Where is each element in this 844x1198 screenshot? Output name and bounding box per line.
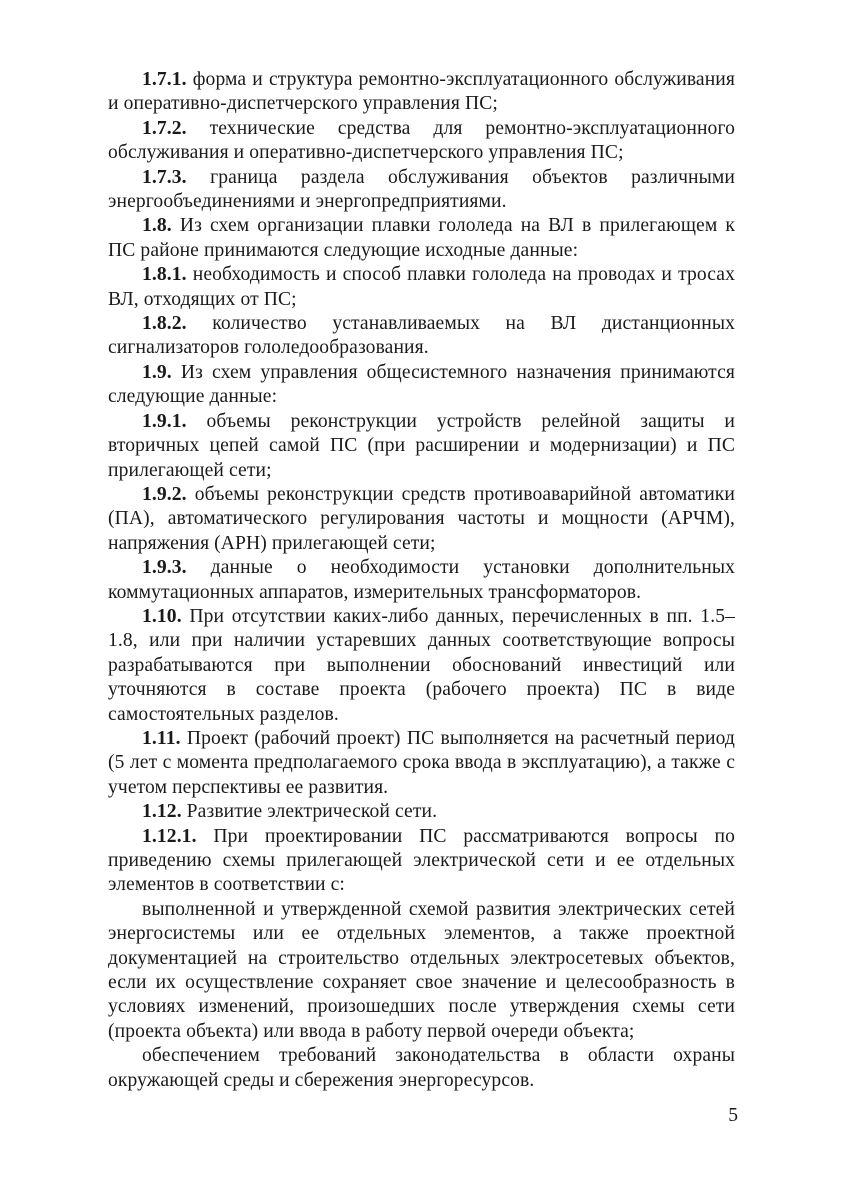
clause-number: 1.10.: [142, 605, 182, 627]
clause-text: Из схем управления общесистемного назначения принимаются следующие данные:: [108, 361, 735, 408]
clause-number: 1.9.3.: [142, 557, 187, 579]
paragraph-1-9-1: [108, 410, 735, 483]
clause-number: 1.7.1.: [142, 69, 187, 90]
clause-number: 1.12.1.: [142, 825, 197, 847]
clause-text: Проект (рабочий проект) ПС выполняется на расчетный период (5 лет с момента предполагаемого срока ввода в эксплуатацию), а также с учетом перспективы ее развития.: [108, 727, 735, 798]
paragraph-1-9-2: [108, 483, 735, 556]
clause-text: обеспечением требований законодательства в области охраны окружающей среды и сбережения энергоресурсов.: [108, 1045, 735, 1091]
clause-number: 1.9.1.: [142, 410, 187, 432]
clause-text: технические средства для ремонтно-эксплуатационного обслуживания и оперативно-диспетчерского управления ПС;: [108, 117, 735, 164]
clause-text: выполненной и утвержденной схемой развития электрических сетей энергосистемы или ее отдельных элементов, а также проектной документацией на строительство отдельных электросетевых объектов, если их осуществление сохраняет свое значение и целесообразность в условиях изменений, произошедших после утверждения схемы сети (проекта объекта) или ввода в работу первой очереди объекта;: [108, 898, 735, 1042]
clause-text: объемы реконструкции средств противоаварийной автоматики (ПА), автоматического регулирования частоты и мощности (АРЧМ), напряжения (АРН) прилегающей сети;: [108, 483, 735, 554]
clause-text: количество устанавливаемых на ВЛ дистанционных сигнализаторов гололедообразования.: [108, 313, 735, 359]
clause-text: объемы реконструкции устройств релейной защиты и вторичных цепей самой ПС (при расширении и модернизации) и ПС прилегающей сети;: [108, 410, 735, 481]
paragraph-item-environment: [108, 1044, 735, 1093]
paragraph-1-7-1: [108, 68, 735, 117]
paragraph-1-12-1: [108, 825, 735, 898]
document-page: [108, 68, 735, 1093]
clause-text: При проектировании ПС рассматриваются вопросы по приведению схемы прилегающей электрической сети и ее отдельных элементов в соответствии с:: [108, 825, 735, 896]
paragraph-1-9: [108, 361, 735, 410]
clause-number: 1.8.1.: [142, 264, 187, 286]
paragraph-1-8-1: [108, 263, 735, 312]
clause-text: данные о необходимости установки дополнительных коммутационных аппаратов, измерительных трансформаторов.: [108, 557, 735, 603]
paragraph-1-8-2: [108, 312, 735, 361]
clause-text: форма и структура ремонтно-эксплуатационного обслуживания и оперативно-диспетчерского управления ПС;: [108, 69, 735, 115]
clause-number: 1.7.3.: [142, 166, 187, 188]
clause-text: При отсутствии каких-либо данных, перечисленных в пп. 1.5–1.8, или при наличии устаревших данных соответствующие вопросы разрабатываются при выполнении обоснований инвестиций или уточняются в составе проекта (рабочего проекта) ПС в виде самостоятельных разделов.: [108, 605, 735, 725]
clause-number: 1.7.2.: [142, 117, 187, 139]
clause-number: 1.11.: [142, 727, 181, 749]
clause-text: необходимость и способ плавки гололеда на проводах и тросах ВЛ, отходящих от ПС;: [108, 264, 735, 310]
paragraph-1-8: [108, 214, 735, 263]
paragraph-item-scheme: [108, 898, 735, 1044]
paragraph-1-10: [108, 605, 735, 727]
page-number: 5: [728, 1105, 738, 1126]
clause-number: 1.8.2.: [142, 313, 187, 335]
clause-number: 1.9.: [142, 361, 172, 383]
paragraph-1-9-3: [108, 556, 735, 605]
clause-number: 1.9.2.: [142, 483, 187, 505]
clause-number: 1.12.: [142, 801, 182, 823]
clause-number: 1.8.: [142, 215, 172, 237]
paragraph-1-7-3: [108, 166, 735, 215]
paragraph-1-12: [108, 800, 735, 824]
clause-text: Развитие электрической сети.: [181, 801, 438, 823]
paragraph-1-11: [108, 727, 735, 800]
clause-text: граница раздела обслуживания объектов различными энергообъединениями и энергопредприятиями.: [108, 166, 735, 213]
clause-text: Из схем организации плавки гололеда на ВЛ в прилегающем к ПС районе принимаются следующие исходные данные:: [108, 215, 735, 261]
paragraph-1-7-2: [108, 117, 735, 166]
